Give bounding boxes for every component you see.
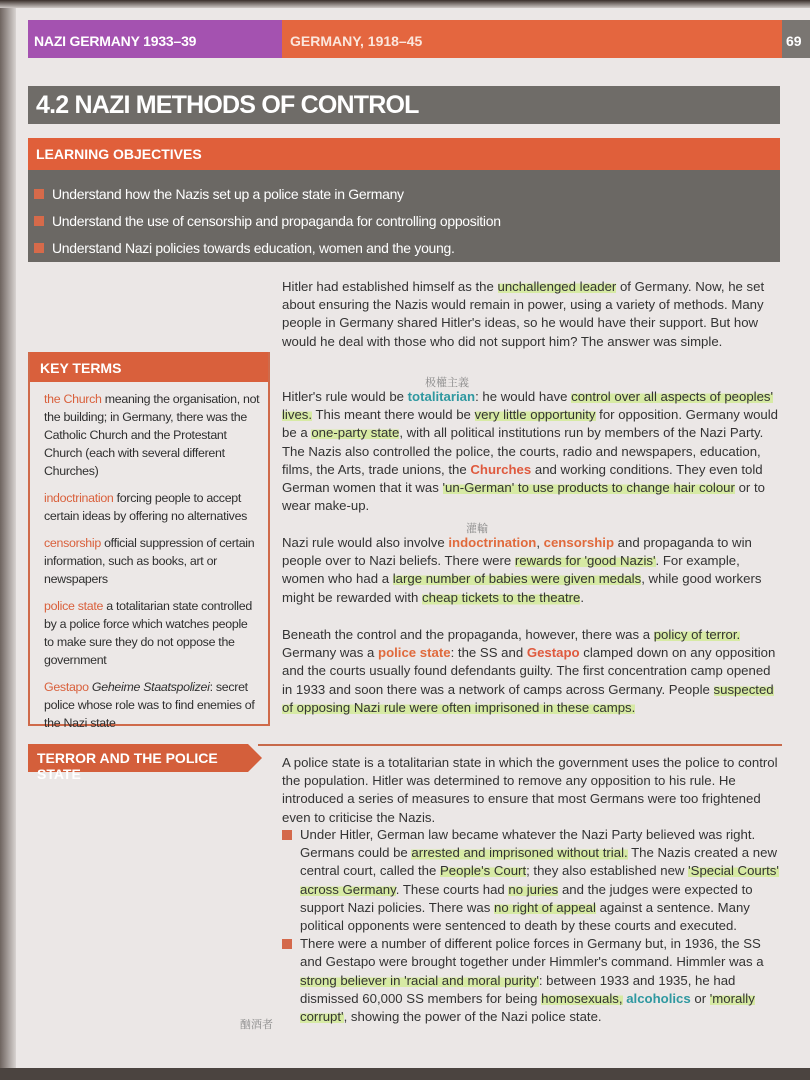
terror-paragraph: Beneath the control and the propaganda, however, there was a policy of terror. Germany was a police state: the SS and Gestapo clamped down on any opposition and the courts usually found defendants guilty. The first concentration camp opened in 1933 and soon there was a network of camps across Germany. People suspected of opposing Nazi rule were often imprisoned in these camps. <box>282 627 776 715</box>
handwritten-note: 极權主義 <box>425 376 469 389</box>
key-term: indoctrination forcing people to accept certain ideas by offering no alternatives <box>44 491 248 523</box>
running-header <box>28 20 810 58</box>
totalitarian-paragraph: Hitler's rule would be totalitarian: he would have control over all aspects of peoples' lives. This meant there would be very little opportunity for opposition. Germany would be a one-party state, with all political institutions run by members of the Nazi Party. The Nazis also controlled the police, the courts, radio and newspapers, education, films, the Arts, trade unions, the Churches and working conditions. They even told German women that it was 'un-German' to use products to change hair colour or to wear make-up. <box>282 389 779 514</box>
square-bullet-icon <box>34 243 44 253</box>
subsection-heading: TERROR AND THE POLICE STATE <box>28 744 248 772</box>
intro-paragraph: Hitler had established himself as the unchallenged leader of Germany. Now, he set about ensuring the Nazis would remain in power, using a variety of methods. Many people in Germany shared Hitler's ideas, so he would have their support. But how would he deal with those who did not support him? The answer was simple. <box>282 279 765 349</box>
handwritten-note: 酗酒者 <box>240 1018 273 1031</box>
book-bottom-edge <box>0 1068 810 1080</box>
square-bullet-icon <box>34 216 44 226</box>
bullet-item: There were a number of different police forces in Germany but, in 1936, the SS and Gestapo were brought together under Himmler's command. Himmler was a strong believer in 'racial and moral purity': between 1933 and 1935, he had dismissed 60,000 SS members for being homosexuals, alcoholics or 'morally corrupt', showing the power of the Nazi police state. <box>282 935 782 1026</box>
page-edge <box>0 0 16 1080</box>
objective-item: Understand how the Nazis set up a police state in Germany <box>34 180 780 207</box>
section-divider <box>258 744 782 746</box>
indoctrination-paragraph: Nazi rule would also involve indoctrination, censorship and propaganda to win people over to Nazi beliefs. There were rewards for 'good Nazis'. For example, women who had a large number of babies were given medals, while good workers might be rewarded with cheap tickets to the theatre. <box>282 535 762 605</box>
keyword: alcoholics <box>626 990 691 1006</box>
book-label: GERMANY, 1918–45 <box>282 20 782 58</box>
terror-bullet-list <box>282 826 782 1026</box>
key-term: the Church meaning the organisation, not the building; in Germany, there was the Catholic Church and the Protestant Church (each with several different Churches) <box>44 392 260 478</box>
key-term: Gestapo Geheime Staatspolizei: secret police whose role was to find enemies of the Nazi state <box>44 680 255 730</box>
highlight: unchallenged leader <box>497 279 617 294</box>
square-bullet-icon <box>282 830 292 840</box>
objective-item: Understand Nazi policies towards education, women and the young. <box>34 234 780 261</box>
learning-objectives-heading: LEARNING OBJECTIVES <box>28 138 780 170</box>
book-shadow <box>0 0 810 8</box>
keyword: police state <box>378 645 451 661</box>
handwritten-note: 灌輸 <box>466 522 488 535</box>
key-terms-list <box>30 382 268 732</box>
keyword: indoctrination <box>448 535 537 550</box>
keyword: censorship <box>543 535 614 550</box>
section-label: NAZI GERMANY 1933–39 <box>28 20 282 58</box>
objective-item: Understand the use of censorship and propaganda for controlling opposition <box>34 207 780 234</box>
police-state-intro: A police state is a totalitarian state in which the government uses the police to control the population. Hitler was determined to remove any opposition to his rule. He introduced a series of measures to ensure that most Germans were too frightened even to criticise the Nazis. <box>282 755 778 825</box>
square-bullet-icon <box>34 189 44 199</box>
page-title: 4.2 NAZI METHODS OF CONTROL <box>28 86 780 124</box>
bullet-item: Under Hitler, German law became whatever the Nazi Party believed was right. Germans could be arrested and imprisoned without trial. The Nazis created a new central court, called the People's Court; they also established new 'Special Courts' across Germany. These courts had no juries and the judges were expected to support Nazi policies. There was no right of appeal against a sentence. Many political opponents were sentenced to death by these courts and executed. <box>282 826 782 935</box>
key-terms-box <box>28 352 270 730</box>
key-term: censorship official suppression of certain information, such as books, art or newspapers <box>44 536 255 586</box>
page-number: 69 <box>782 20 810 58</box>
key-terms-heading: KEY TERMS <box>30 352 268 382</box>
keyword: Churches <box>470 461 532 477</box>
key-term: police state a totalitarian state controlled by a police force which watches people to make sure they do not oppose the government <box>44 599 252 667</box>
keyword: totalitarian <box>407 389 476 404</box>
learning-objectives-list <box>28 170 780 262</box>
square-bullet-icon <box>282 939 292 949</box>
keyword: Gestapo <box>526 645 580 661</box>
